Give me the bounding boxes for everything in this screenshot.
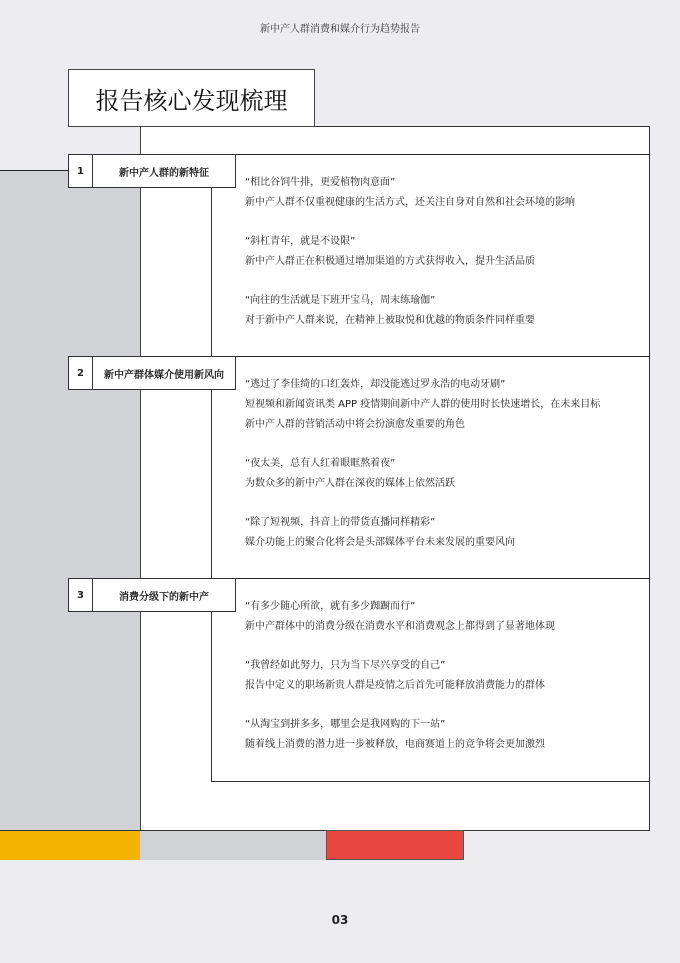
section-content-1	[211, 154, 650, 356]
finding-description: 新中产群体中的消费分级在消费水平和消费观念上都得到了显著地体现	[245, 621, 555, 632]
section-label: 消费分级下的新中产	[119, 591, 209, 603]
document-title: 新中产人群消费和媒介行为趋势报告	[260, 24, 420, 35]
divider-line	[0, 170, 70, 171]
red-bar	[326, 830, 464, 860]
finding-description: 短视频和新闻资讯类 APP 疫情期间新中产人群的使用时长快速增长，在未来目标	[245, 399, 601, 410]
section-number: 3	[69, 579, 93, 611]
section-content-2	[211, 356, 650, 578]
finding-description: 媒介功能上的聚合化将会是头部媒体平台未来发展的重要风向	[245, 537, 515, 548]
page-title: 报告核心发现梳理	[68, 69, 315, 127]
finding-description: 对于新中产人群来说，在精神上被取悦和优越的物质条件同样重要	[245, 315, 535, 326]
finding-description: 新中产人群正在积极通过增加渠道的方式获得收入，提升生活品质	[245, 256, 535, 267]
section-content-3	[211, 578, 650, 782]
section-number: 2	[69, 357, 93, 389]
yellow-bar	[0, 830, 141, 860]
finding-quote: “向往的生活就是下班开宝马，周末练瑜伽”	[245, 295, 436, 306]
finding-description: 新中产人群的营销活动中将会扮演愈发重要的角色	[245, 419, 465, 430]
finding-quote: “除了短视频，抖音上的带货直播同样精彩”	[245, 517, 436, 528]
section-label: 新中产人群的新特征	[119, 167, 209, 179]
section-header-2	[68, 356, 236, 390]
gray-bar	[140, 830, 327, 860]
finding-description: 报告中定义的职场新贵人群是疫情之后首先可能释放消费能力的群体	[245, 680, 545, 691]
finding-quote: “有多少随心所欲，就有多少踟蹰而行”	[245, 601, 416, 612]
finding-description: 随着线上消费的潜力进一步被释放，电商赛道上的竞争将会更加激烈	[245, 739, 545, 750]
section-label: 新中产群体媒介使用新风向	[104, 369, 224, 381]
finding-description: 为数众多的新中产人群在深夜的媒体上依然活跃	[245, 478, 455, 489]
page-number: 03	[331, 913, 349, 927]
finding-quote: “斜杠青年，就是不设限”	[245, 236, 356, 247]
section-number: 1	[69, 155, 93, 187]
finding-quote: “我曾经如此努力，只为当下尽兴享受的自己”	[245, 660, 446, 671]
section-header-1	[68, 154, 236, 188]
finding-quote: “从淘宝到拼多多，哪里会是我网购的下一站”	[245, 719, 446, 730]
finding-quote: “逃过了李佳绮的口红轰炸，却没能逃过罗永浩的电动牙刷”	[245, 379, 506, 390]
finding-quote: “夜太美，总有人红着眼眶熬着夜”	[245, 458, 396, 469]
section-header-3	[68, 578, 236, 612]
decorative-gray-panel	[0, 170, 141, 831]
finding-description: 新中产人群不仅重视健康的生活方式，还关注自身对自然和社会环境的影响	[245, 197, 575, 208]
finding-quote: “相比谷饲牛排，更爱植物肉意面”	[245, 177, 396, 188]
